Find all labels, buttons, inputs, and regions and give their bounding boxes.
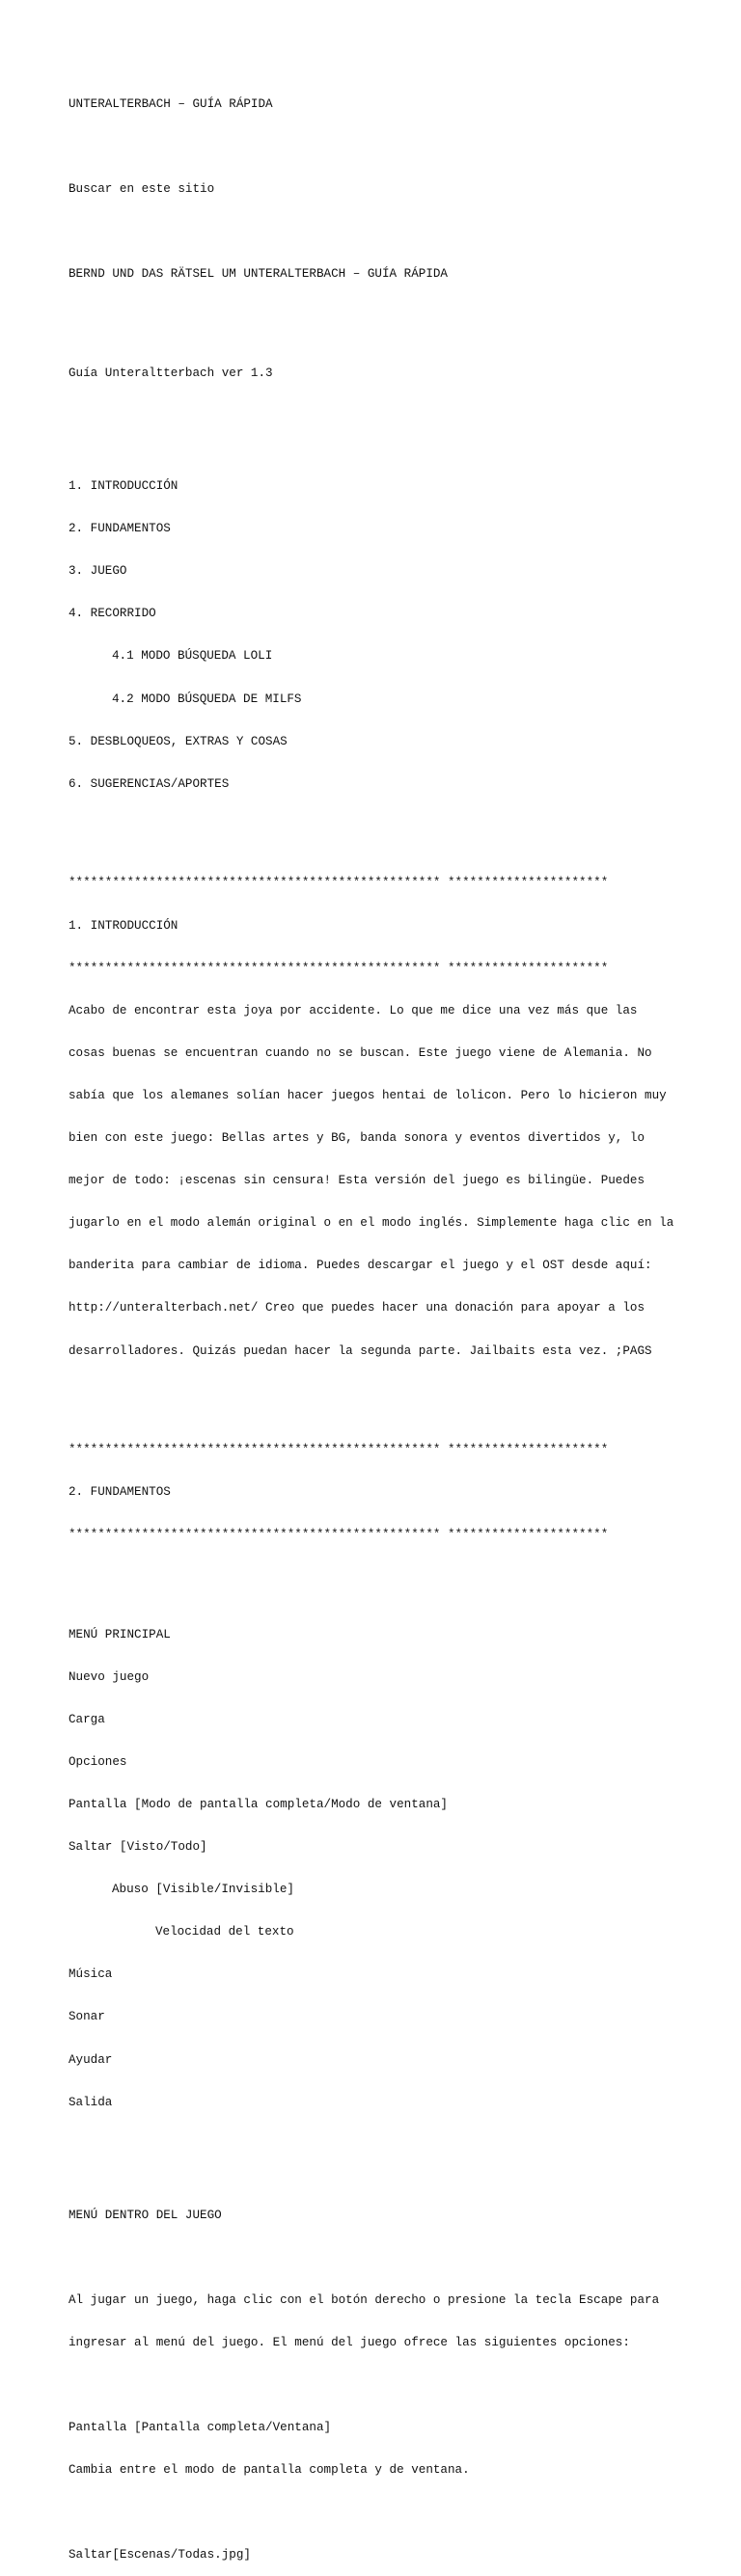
menu-item: Saltar [Visto/Todo] — [69, 1840, 207, 1855]
toc-item: 4. RECORRIDO — [69, 607, 156, 621]
toc-item: 6. SUGERENCIAS/APORTES — [69, 776, 230, 791]
saltar-line: Saltar[Escenas/Todas.jpg] — [69, 2548, 251, 2562]
toc-subitem: 4.1 MODO BÚSQUEDA LOLI — [112, 649, 273, 664]
ingame-line: ingresar al menú del juego. El menú del juego ofrece las siguientes opciones: — [69, 2335, 630, 2349]
toc-subitem: 4.2 MODO BÚSQUEDA DE MILFS — [112, 691, 302, 706]
separator: *************************************************** ********************** — [69, 876, 609, 890]
menu-item: Nuevo juego — [69, 1669, 150, 1684]
toc-item: 1. INTRODUCCIÓN — [69, 479, 178, 494]
document-page — [69, 69, 705, 2576]
intro-line: bien con este juego: Bellas artes y BG, banda sonora y eventos divertidos y, lo — [69, 1131, 645, 1146]
menu-item: Opciones — [69, 1754, 127, 1769]
site-title: UNTERALTERBACH – GUÍA RÁPIDA — [69, 97, 273, 112]
menu-subitem: Velocidad del texto — [155, 1925, 294, 1939]
version-line: Guía Unteraltterbach ver 1.3 — [69, 366, 273, 380]
ingame-title: MENÚ DENTRO DEL JUEGO — [69, 2208, 222, 2222]
toc-item: 2. FUNDAMENTOS — [69, 522, 171, 536]
menu-item: Sonar — [69, 2010, 105, 2024]
separator: *************************************************** ********************** — [69, 1528, 609, 1542]
toc-item: 3. JUEGO — [69, 564, 127, 579]
intro-line: http://unteralterbach.net/ Creo que puedes hacer una donación para apoyar a los — [69, 1301, 645, 1315]
intro-line: mejor de todo: ¡escenas sin censura! Esta versión del juego es bilingüe. Puedes — [69, 1174, 645, 1188]
doc-title: BERND UND DAS RÄTSEL UM UNTERALTERBACH – GUÍA RÁPIDA — [69, 267, 448, 282]
menu-item: Carga — [69, 1712, 105, 1726]
menu-item: Música — [69, 1967, 113, 1982]
intro-line: banderita para cambiar de idioma. Puedes descargar el juego y el OST desde aquí: — [69, 1259, 652, 1273]
separator: *************************************************** ********************** — [69, 1443, 609, 1457]
toc-item: 5. DESBLOQUEOS, EXTRAS Y COSAS — [69, 734, 288, 748]
intro-line: Acabo de encontrar esta joya por accidente. Lo que me dice una vez más que las — [69, 1003, 638, 1017]
menu-item: Salida — [69, 2095, 113, 2109]
intro-line: jugarlo en el modo alemán original o en el modo inglés. Simplemente haga clic en la — [69, 1216, 674, 1231]
pantalla-desc: Cambia entre el modo de pantalla completa y de ventana. — [69, 2463, 470, 2478]
menu-item: Ayudar — [69, 2052, 113, 2067]
section-heading: 1. INTRODUCCIÓN — [69, 918, 178, 933]
separator: *************************************************** ********************** — [69, 961, 609, 975]
menu-subitem: Abuso [Visible/Invisible] — [112, 1883, 294, 1897]
intro-line: desarrolladores. Quizás puedan hacer la segunda parte. Jailbaits esta vez. ;PAGS — [69, 1343, 652, 1358]
pantalla-title: Pantalla [Pantalla completa/Ventana] — [69, 2420, 332, 2434]
intro-line: sabía que los alemanes solían hacer juegos hentai de lolicon. Pero lo hicieron muy — [69, 1088, 667, 1102]
menu-title: MENÚ PRINCIPAL — [69, 1627, 171, 1641]
section-heading: 2. FUNDAMENTOS — [69, 1485, 171, 1500]
menu-item: Pantalla [Modo de pantalla completa/Modo de ventana] — [69, 1797, 448, 1811]
search-label[interactable]: Buscar en este sitio — [69, 182, 215, 197]
ingame-line: Al jugar un juego, haga clic con el botón derecho o presione la tecla Escape para — [69, 2292, 660, 2307]
intro-line: cosas buenas se encuentran cuando no se buscan. Este juego viene de Alemania. No — [69, 1045, 652, 1060]
